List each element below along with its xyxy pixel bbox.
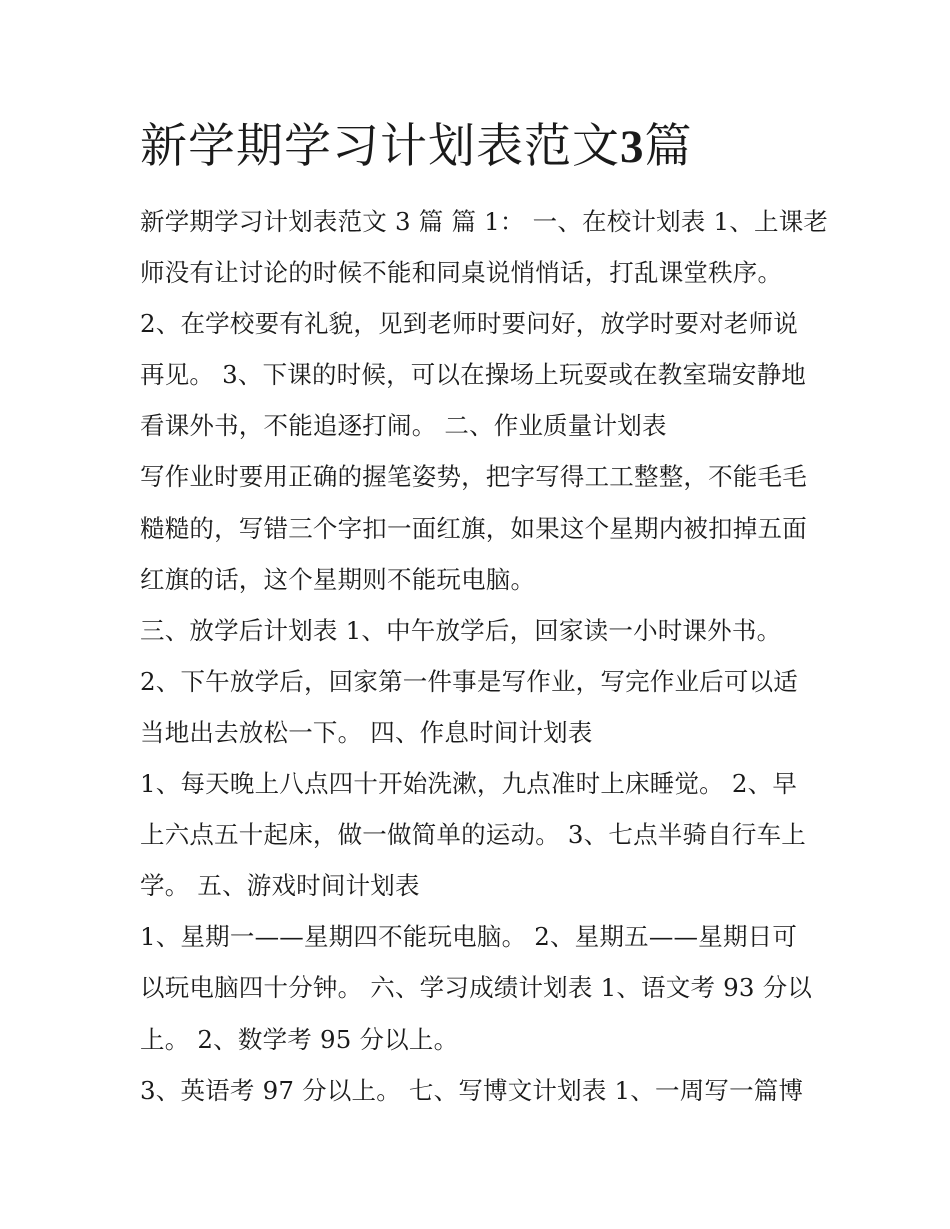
body-line: 上六点五十起床，做一做简单的运动。 3、七点半骑自行车上 bbox=[140, 820, 806, 850]
body-line: 三、放学后计划表 1、中午放学后，回家读一小时课外书。 bbox=[140, 615, 782, 645]
body-line: 2、下午放学后，回家第一件事是写作业，写完作业后可以适 bbox=[140, 666, 798, 696]
title-suffix: 篇 bbox=[644, 119, 693, 174]
body-line: 新学期学习计划表范文 3 篇 篇 1： 一、在校计划表 1、上课老 bbox=[140, 207, 829, 236]
body-line: 糙糙的，写错三个字扣一面红旗，如果这个星期内被扣掉五面 bbox=[140, 513, 807, 543]
body-line: 2、在学校要有礼貌，见到老师时要问好，放学时要对老师说 bbox=[140, 309, 798, 339]
body-line: 3、英语考 97 分以上。 七、写博文计划表 1、一周写一篇博 bbox=[140, 1075, 804, 1105]
body-line: 红旗的话，这个星期则不能玩电脑。 bbox=[140, 564, 536, 594]
body-line: 再见。 3、下课的时候，可以在操场上玩耍或在教室瑞安静地 bbox=[140, 360, 806, 390]
body-line: 写作业时要用正确的握笔姿势，把字写得工工整整，不能毛毛 bbox=[140, 462, 807, 492]
title-text: 新学期学习计划表范文 bbox=[140, 119, 620, 174]
document-body bbox=[140, 196, 840, 1116]
body-line: 1、每天晚上八点四十开始洗漱，九点准时上床睡觉。 2、早 bbox=[140, 769, 798, 799]
document-title bbox=[140, 112, 693, 182]
body-line: 当地出去放松一下。 四、作息时间计划表 bbox=[140, 717, 593, 747]
title-number: 3 bbox=[620, 121, 645, 173]
body-line: 上。 2、数学考 95 分以上。 bbox=[140, 1024, 459, 1054]
body-line: 学。 五、游戏时间计划表 bbox=[140, 871, 420, 901]
body-line: 师没有让讨论的时候不能和同桌说悄悄话，打乱课堂秩序。 bbox=[140, 258, 783, 288]
body-line: 以玩电脑四十分钟。 六、学习成绩计划表 1、语文考 93 分以 bbox=[140, 973, 813, 1003]
body-line: 看课外书，不能追逐打闹。 二、作业质量计划表 bbox=[140, 411, 667, 441]
body-line: 1、星期一——星期四不能玩电脑。 2、星期五——星期日可 bbox=[140, 922, 798, 952]
